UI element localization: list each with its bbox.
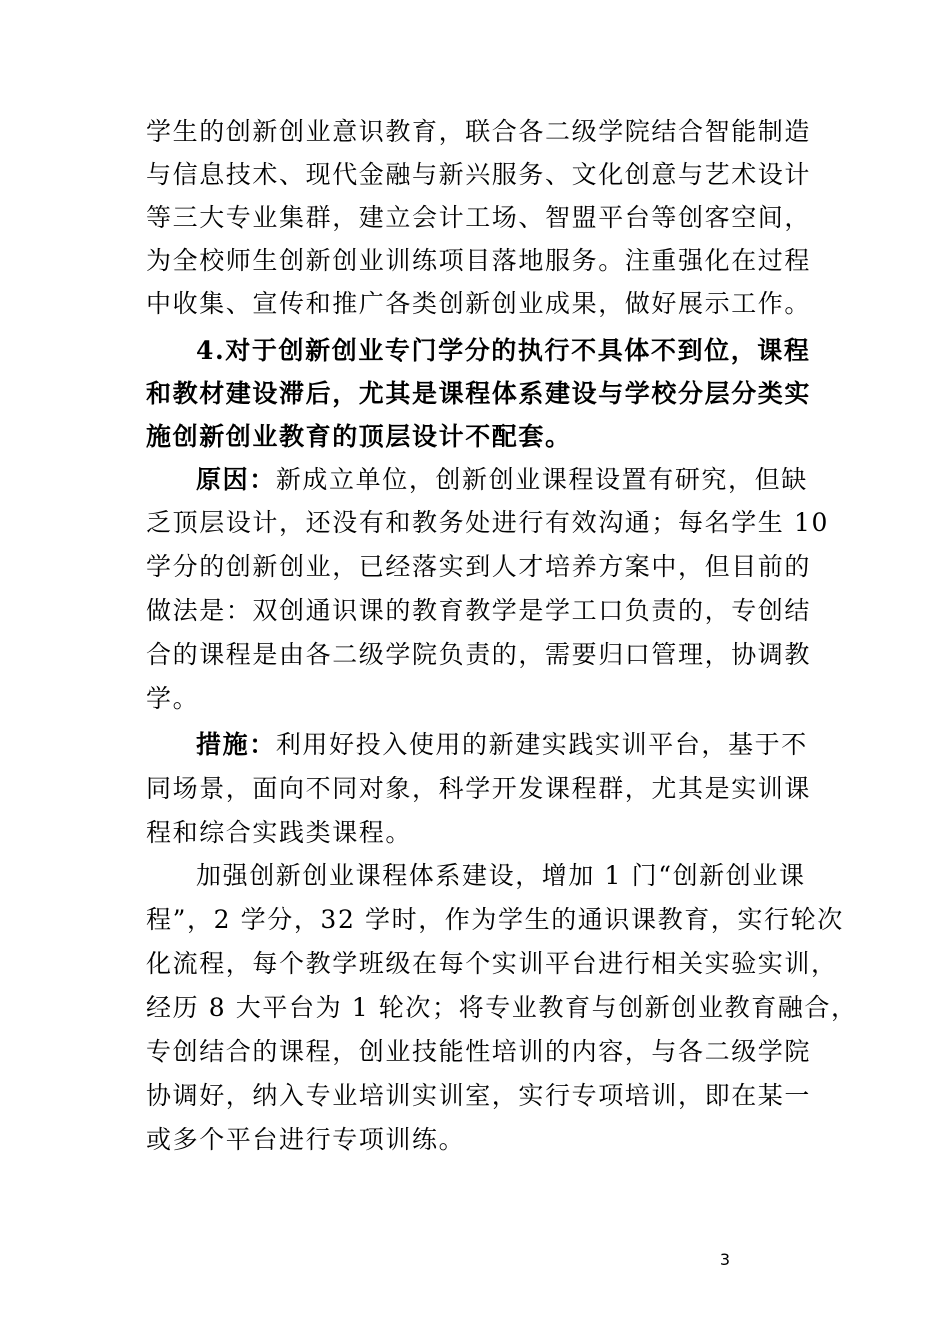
- body-line: 做法是：双创通识课的教育教学是学工口负责的，专创结: [146, 596, 812, 625]
- body-line: 同场景，面向不同对象，科学开发课程群，尤其是实训课: [146, 774, 812, 803]
- body-line: 为全校师生创新创业训练项目落地服务。注重强化在过程: [146, 246, 812, 275]
- body-text: 新成立单位，创新创业课程设置有研究，但缺: [275, 465, 808, 494]
- body-line: 经历 8 大平台为 1 轮次；将专业教育与创新创业教育融合，: [146, 993, 858, 1022]
- section-heading-line: 施创新创业教育的顶层设计不配套。: [146, 422, 572, 451]
- body-line: 中收集、宣传和推广各类创新创业成果，做好展示工作。: [146, 289, 812, 318]
- body-line: 程”，2 学分，32 学时，作为学生的通识课教育，实行轮次: [146, 905, 844, 934]
- body-line: 学生的创新创业意识教育，联合各二级学院结合智能制造: [146, 117, 812, 146]
- body-line: 学分的创新创业，已经落实到人才培养方案中，但目前的: [146, 552, 812, 581]
- measures-label: 措施：: [196, 730, 276, 759]
- body-text: 利用好投入使用的新建实践实训平台，基于不: [275, 730, 808, 759]
- body-line: 乏顶层设计，还没有和教务处进行有效沟通；每名学生 10: [146, 508, 829, 537]
- page-number: 3: [719, 1250, 730, 1269]
- measures-paragraph-first-line: [196, 730, 808, 760]
- body-line: 程和综合实践类课程。: [146, 818, 413, 847]
- body-line: 化流程，每个教学班级在每个实训平台进行相关实验实训，: [146, 949, 838, 978]
- body-line: 合的课程是由各二级学院负责的，需要归口管理，协调教: [146, 640, 812, 669]
- body-line: 与信息技术、现代金融与新兴服务、文化创意与艺术设计: [146, 160, 812, 189]
- section-heading-line: 4.对于创新创业专门学分的执行不具体不到位，课程: [196, 336, 811, 365]
- body-line: 学。: [146, 684, 200, 713]
- body-line: 加强创新创业课程体系建设，增加 1 门“创新创业课: [196, 861, 806, 890]
- body-line: 专创结合的课程，创业技能性培训的内容，与各二级学院: [146, 1037, 812, 1066]
- body-line: 协调好，纳入专业培训实训室，实行专项培训，即在某一: [146, 1081, 812, 1110]
- reason-label: 原因：: [196, 465, 276, 494]
- section-heading-line: 和教材建设滞后，尤其是课程体系建设与学校分层分类实: [146, 379, 812, 408]
- body-line: 等三大专业集群，建立会计工场、智盟平台等创客空间，: [146, 203, 812, 232]
- reason-paragraph-first-line: [196, 465, 808, 495]
- body-line: 或多个平台进行专项训练。: [146, 1125, 466, 1154]
